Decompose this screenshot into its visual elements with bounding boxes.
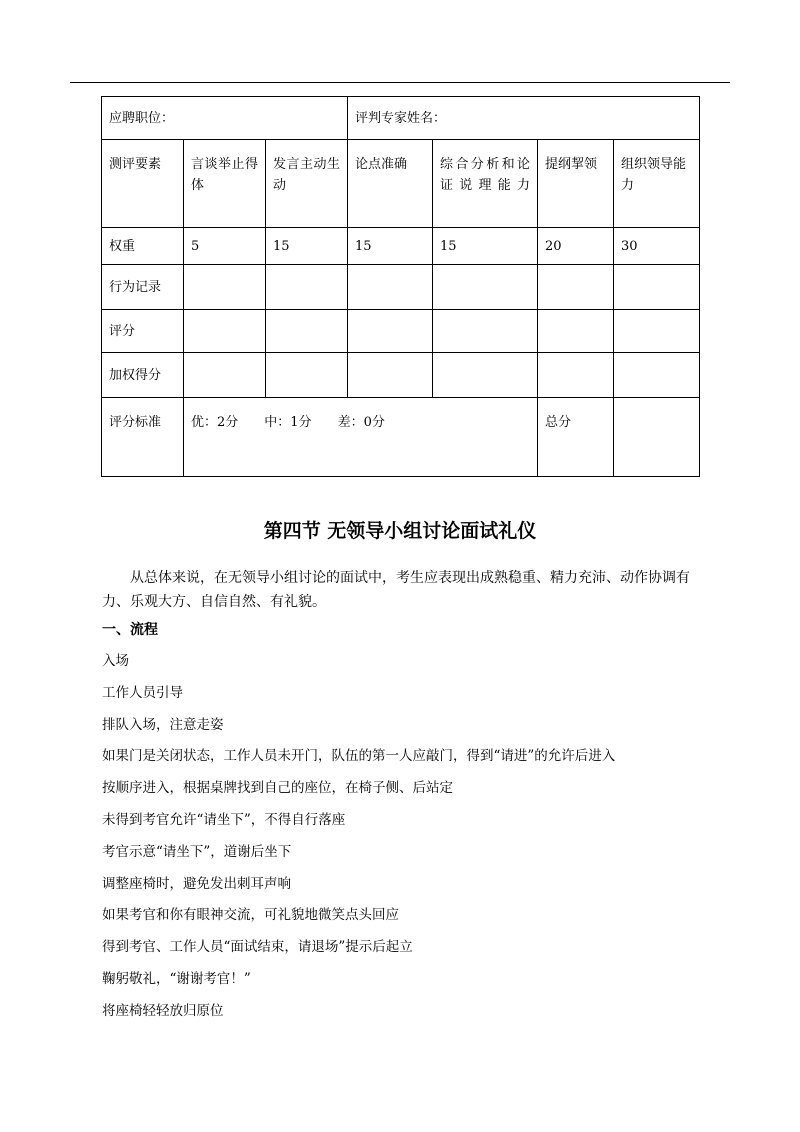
weight-cell: 30 [614, 228, 700, 265]
section-title: 第四节 无领导小组讨论面试礼仪 [263, 520, 537, 542]
empty-cell [266, 353, 348, 398]
empty-cell [348, 310, 433, 353]
criterion-cell: 发言主动生动 [266, 140, 348, 228]
row-label-behavior: 行为记录 [102, 265, 184, 310]
list-item: 未得到考官允许“请坐下”，不得自行落座 [102, 811, 346, 828]
empty-cell [348, 353, 433, 398]
empty-cell [266, 310, 348, 353]
empty-cell [184, 353, 266, 398]
standard-cell: 优：2分 中：1分 差：0分 [184, 398, 538, 477]
weight-cell: 20 [538, 228, 614, 265]
row-label-score: 评分 [102, 310, 184, 353]
table-row [102, 140, 700, 228]
empty-cell [433, 265, 538, 310]
list-item: 考官示意“请坐下”，道谢后坐下 [102, 843, 292, 860]
intro-paragraph: 从总体来说，在无领导小组讨论的面试中，考生应表现出成熟稳重、精力充沛、动作协调有力、乐观大方、自信自然、有礼貌。 [102, 570, 690, 610]
criterion-cell: 提纲挈领 [538, 140, 614, 228]
row-label-elements: 测评要素 [102, 140, 184, 228]
criterion-cell: 言谈举止得体 [184, 140, 266, 228]
list-item: 按顺序进入，根据桌牌找到自己的座位，在椅子侧、后站定 [102, 780, 453, 797]
row-label-weighted: 加权得分 [102, 353, 184, 398]
empty-cell [614, 265, 700, 310]
subheading: 一、流程 [102, 622, 158, 638]
weight-cell: 5 [184, 228, 266, 265]
list-item: 入场 [102, 653, 129, 669]
expert-field: 评判专家姓名： [348, 97, 700, 140]
list-item: 调整座椅时，避免发出刺耳声响 [102, 875, 291, 892]
weight-cell: 15 [433, 228, 538, 265]
empty-cell [538, 353, 614, 398]
criterion-cell: 综合分析和论证说理能力 [433, 140, 538, 228]
weight-cell: 15 [348, 228, 433, 265]
total-value-cell [614, 398, 700, 477]
list-item: 工作人员引导 [102, 684, 183, 701]
empty-cell [184, 265, 266, 310]
list-item: 鞠躬敬礼，“谢谢考官！” [102, 970, 251, 987]
table-row [102, 398, 700, 477]
header-rule [70, 82, 730, 83]
empty-cell [433, 310, 538, 353]
list-item: 如果考官和你有眼神交流，可礼貌地微笑点头回应 [102, 907, 399, 924]
empty-cell [184, 310, 266, 353]
list-item: 得到考官、工作人员“面试结束，请退场”提示后起立 [102, 939, 413, 956]
process-steps [102, 650, 615, 1032]
table-row [102, 228, 700, 265]
table-row [102, 310, 700, 353]
row-label-weight: 权重 [102, 228, 184, 265]
table-row [102, 97, 700, 140]
empty-cell [538, 265, 614, 310]
criterion-cell: 论点准确 [348, 140, 433, 228]
criterion-cell: 组织领导能力 [614, 140, 700, 228]
table-row [102, 265, 700, 310]
evaluation-table [101, 96, 700, 477]
position-field: 应聘职位： [102, 97, 348, 140]
list-item: 排队入场，注意走姿 [102, 716, 224, 733]
total-label: 总分 [538, 398, 614, 477]
empty-cell [614, 310, 700, 353]
empty-cell [614, 353, 700, 398]
table-row [102, 353, 700, 398]
weight-cell: 15 [266, 228, 348, 265]
empty-cell [538, 310, 614, 353]
empty-cell [266, 265, 348, 310]
list-item: 如果门是关闭状态，工作人员未开门，队伍的第一人应敲门，得到“请进”的允许后进入 [102, 748, 616, 765]
empty-cell [348, 265, 433, 310]
empty-cell [433, 353, 538, 398]
row-label-standard: 评分标准 [102, 398, 184, 477]
list-item: 将座椅轻轻放归原位 [102, 1002, 224, 1019]
